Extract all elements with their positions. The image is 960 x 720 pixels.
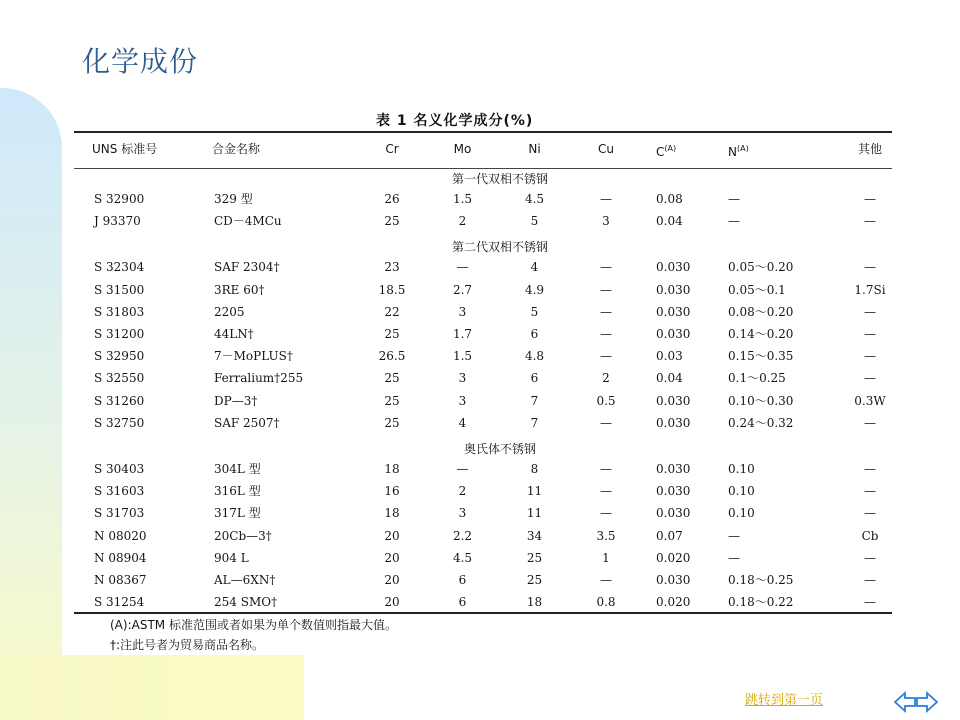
- column-header: Mo: [453, 142, 472, 156]
- table-cell: 0.030: [656, 506, 691, 521]
- table-cell: —: [864, 304, 876, 319]
- table-cell: 3: [458, 371, 467, 386]
- table-cell: 0.020: [656, 595, 691, 610]
- table-cell: 0.18～0.22: [728, 595, 794, 610]
- table-cell: S 31500: [94, 282, 145, 297]
- table-cell: —: [600, 462, 612, 476]
- table-cell: —: [728, 550, 740, 565]
- table-cell: 6: [458, 595, 467, 610]
- table-cell: S 31803: [94, 304, 145, 319]
- table-cell: 7: [530, 415, 539, 430]
- table-cell: 1.7: [452, 327, 473, 341]
- table-cell: 20Cb—3†: [214, 528, 272, 543]
- table-cell: 3: [458, 393, 467, 408]
- arrow-left-icon: [893, 690, 917, 714]
- table-cell: 6: [458, 573, 467, 587]
- table-cell: 26.5: [378, 349, 406, 364]
- table-cell: —: [600, 260, 612, 275]
- table-cell: 2205: [214, 304, 245, 319]
- table-cell: 0.03: [656, 349, 683, 364]
- table-cell: 4.5: [452, 550, 473, 565]
- table-cell: 23: [384, 260, 400, 275]
- table-cell: 25: [384, 214, 400, 229]
- table-cell: —: [600, 506, 612, 521]
- table-cell: 3.5: [596, 528, 616, 543]
- column-header: Cr: [385, 142, 399, 156]
- slide-title: 化学成份: [82, 45, 199, 78]
- table-cell: 20: [384, 573, 400, 587]
- table-cell: 0.030: [656, 415, 691, 430]
- footnote-dagger: †:注此号者为贸易商品名称。: [110, 638, 265, 652]
- table-cell: 11: [526, 484, 543, 499]
- column-header: [656, 142, 716, 159]
- table-cell: 0.05～0.20: [728, 260, 794, 275]
- table-cell: 20: [384, 595, 400, 610]
- table-cell: 18: [384, 506, 400, 521]
- column-header: UNS 标准号: [92, 142, 158, 156]
- table-cell: 7－MoPLUS†: [214, 349, 293, 364]
- table-cell: N 08904: [94, 550, 147, 565]
- table-cell: —: [864, 192, 876, 206]
- table-cell: SAF 2304†: [214, 260, 280, 275]
- table-cell: 2: [602, 371, 610, 386]
- table-cell: —: [864, 484, 876, 499]
- table-cell: —: [600, 484, 612, 499]
- table-cell: S 32750: [94, 415, 145, 430]
- table-rule: [74, 131, 892, 133]
- table-cell: 25: [384, 327, 400, 341]
- table-cell: —: [864, 462, 876, 476]
- table-cell: 22: [384, 304, 400, 319]
- table-cell: 0.030: [656, 260, 691, 275]
- table-cell: 0.18～0.25: [728, 573, 794, 587]
- bottom-gradient-decoration: [0, 655, 304, 720]
- table-cell: 317L 型: [214, 506, 261, 521]
- table-cell: —: [864, 573, 876, 587]
- table-cell: S 31603: [94, 484, 145, 499]
- table-cell: 904 L: [214, 550, 249, 565]
- column-header: Ni: [528, 142, 541, 156]
- table-cell: 0.10: [728, 462, 755, 476]
- table-cell: 2: [458, 484, 467, 499]
- table-cell: —: [864, 214, 876, 229]
- table-cell: 34: [526, 528, 543, 543]
- table-cell: 0.030: [656, 304, 691, 319]
- table-cell: —: [728, 214, 740, 229]
- table-cell: 11: [526, 506, 543, 521]
- section-title: 奥氏体不锈钢: [463, 442, 536, 456]
- table-cell: 0.08: [656, 192, 683, 206]
- table-cell: 0.1～0.25: [728, 371, 786, 386]
- table-cell: 6: [530, 327, 539, 341]
- column-header-superscript: (A): [736, 144, 749, 153]
- left-gradient-decoration: [0, 88, 62, 720]
- table-cell: S 31200: [94, 327, 145, 341]
- section-title: 第二代双相不锈钢: [451, 240, 548, 255]
- table-cell: 329 型: [214, 192, 253, 206]
- table-cell: 7: [530, 393, 539, 408]
- table-cell: —: [600, 415, 612, 430]
- table-cell: S 30403: [94, 462, 145, 476]
- table-cell: 0.8: [596, 595, 616, 610]
- table-cell: 16: [384, 484, 400, 499]
- table-cell: —: [456, 260, 469, 275]
- table-cell: 0.5: [596, 393, 616, 408]
- table-cell: 0.05～0.1: [728, 282, 786, 297]
- table-rule: [74, 612, 892, 614]
- table-cell: 0.030: [656, 327, 691, 341]
- table-cell: —: [864, 506, 876, 521]
- table-cell: 6: [530, 371, 539, 386]
- table-cell: 0.030: [656, 282, 691, 297]
- table-cell: S 32950: [94, 349, 145, 364]
- table-cell: 0.10: [728, 484, 755, 499]
- table-cell: 18: [526, 595, 543, 610]
- table-cell: 25: [384, 371, 400, 386]
- table-cell: 5: [530, 214, 539, 229]
- table-cell: 0.030: [656, 484, 691, 499]
- table-cell: 4.9: [524, 282, 545, 297]
- table-cell: —: [864, 595, 876, 610]
- table-cell: 1.5: [452, 192, 473, 206]
- table-cell: —: [456, 462, 469, 476]
- table-cell: 18: [384, 462, 400, 476]
- table-cell: —: [728, 192, 740, 206]
- table-cell: 25: [526, 550, 543, 565]
- table-cell: Ferralium†255: [214, 371, 304, 386]
- prev-page-button[interactable]: [893, 690, 917, 714]
- table-cell: 2: [458, 214, 467, 229]
- table-cell: 316L 型: [214, 484, 261, 499]
- table-cell: 0.030: [656, 462, 691, 476]
- table-cell: S 31254: [94, 595, 145, 610]
- table-cell: N 08020: [94, 528, 147, 543]
- table-cell: —: [864, 371, 876, 386]
- table-cell: 4.5: [524, 192, 545, 206]
- table-cell: 0.10: [728, 506, 755, 521]
- table-cell: S 31260: [94, 393, 145, 408]
- table-cell: N 08367: [94, 573, 147, 587]
- jump-to-first-page-link[interactable]: 跳转到第一页: [745, 693, 824, 708]
- table-cell: 5: [530, 304, 539, 319]
- column-header-superscript: (A): [664, 144, 677, 153]
- table-cell: —: [600, 192, 612, 206]
- next-page-button[interactable]: [915, 690, 939, 714]
- table-cell: 0.24～0.32: [728, 415, 794, 430]
- table-cell: —: [728, 528, 740, 543]
- table-cell: 0.030: [656, 573, 691, 587]
- table-cell: 3: [458, 506, 467, 521]
- arrow-right-icon: [915, 690, 939, 714]
- table-cell: 0.15～0.35: [728, 349, 794, 364]
- table-cell: 3: [602, 214, 610, 229]
- table-cell: DP—3†: [214, 393, 258, 408]
- table-cell: 4: [530, 260, 539, 275]
- table-cell: 0.08～0.20: [728, 304, 794, 319]
- table-rule: [74, 168, 892, 169]
- table-cell: 44LN†: [214, 327, 254, 341]
- table-cell: SAF 2507†: [214, 415, 280, 430]
- table-cell: 25: [384, 415, 400, 430]
- table-cell: —: [864, 327, 876, 341]
- table-cell: —: [864, 415, 876, 430]
- table-cell: —: [864, 550, 876, 565]
- column-header: 其他: [857, 142, 882, 156]
- table-cell: 20: [384, 550, 400, 565]
- table-cell: S 32550: [94, 371, 145, 386]
- table-cell: —: [864, 349, 876, 364]
- table-cell: 20: [384, 528, 400, 543]
- table-cell: 1: [602, 550, 610, 565]
- table-cell: 0.04: [656, 214, 683, 229]
- table-cell: S 31703: [94, 506, 145, 521]
- table-cell: 3: [458, 304, 467, 319]
- table-cell: 0.07: [656, 528, 683, 543]
- table-cell: 4.8: [524, 349, 545, 364]
- table-cell: 0.030: [656, 393, 691, 408]
- column-header: Cu: [598, 142, 614, 156]
- table-cell: —: [600, 304, 612, 319]
- table-cell: Cb: [861, 528, 879, 543]
- table-cell: S 32304: [94, 260, 145, 275]
- column-header: 合金名称: [212, 142, 261, 156]
- table-cell: —: [600, 349, 612, 364]
- table-cell: 18.5: [378, 282, 406, 297]
- table-cell: 25: [384, 393, 400, 408]
- table-cell: 0.020: [656, 550, 691, 565]
- table-cell: 4: [458, 415, 467, 430]
- section-title: 第一代双相不锈钢: [451, 172, 548, 186]
- table-cell: 0.04: [656, 371, 683, 386]
- table-cell: 2.2: [452, 528, 473, 543]
- table-caption: 表 1 名义化学成分(%): [376, 113, 534, 129]
- table-cell: 254 SMO†: [214, 595, 278, 610]
- table-cell: —: [600, 573, 612, 587]
- column-header: [728, 142, 838, 159]
- table-cell: J 93370: [94, 214, 141, 229]
- table-cell: 25: [526, 573, 543, 587]
- table-cell: 1.5: [452, 349, 473, 364]
- table-cell: 26: [384, 192, 400, 206]
- table-cell: CD－4MCu: [214, 214, 282, 229]
- table-cell: 2.7: [452, 282, 473, 297]
- table-cell: 0.3W: [854, 393, 886, 408]
- table-cell: 0.10～0.30: [728, 393, 794, 408]
- table-cell: AL—6XN†: [214, 573, 276, 587]
- column-header-text: N: [728, 145, 737, 159]
- column-header-text: C: [656, 145, 665, 159]
- table-cell: 8: [530, 462, 539, 476]
- table-cell: 0.14～0.20: [728, 327, 794, 341]
- footnote-a: (A):ASTM 标准范围或者如果为单个数值则指最大值。: [110, 618, 397, 632]
- table-cell: —: [864, 260, 876, 275]
- table-cell: —: [600, 327, 612, 341]
- table-cell: —: [600, 282, 612, 297]
- table-cell: 3RE 60†: [214, 282, 265, 297]
- table-cell: S 32900: [94, 192, 145, 206]
- table-cell: 1.7Si: [854, 282, 886, 297]
- table-cell: 304L 型: [214, 462, 261, 476]
